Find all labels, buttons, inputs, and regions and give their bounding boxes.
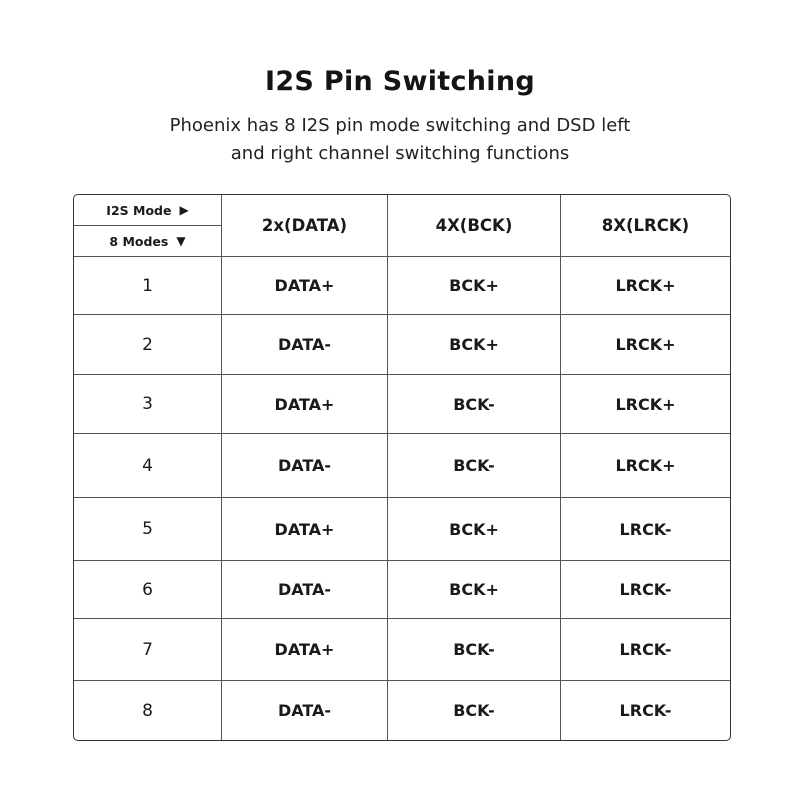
column-header-bck: 4X(BCK): [388, 195, 561, 257]
bck-cell: BCK+: [388, 561, 561, 619]
mode-number: 5: [74, 498, 222, 561]
mode-number: 1: [74, 257, 222, 315]
data-cell: DATA+: [222, 375, 388, 434]
page-subtitle: [0, 112, 800, 168]
lrck-cell: LRCK-: [561, 561, 730, 619]
data-cell: DATA+: [222, 619, 388, 681]
bck-cell: BCK-: [388, 375, 561, 434]
data-cell: DATA-: [222, 561, 388, 619]
data-cell: DATA-: [222, 681, 388, 740]
bck-cell: BCK-: [388, 681, 561, 740]
data-cell: DATA-: [222, 315, 388, 375]
data-cell: DATA+: [222, 257, 388, 315]
table-corner-header: [74, 195, 222, 257]
mode-number: 7: [74, 619, 222, 681]
modes-count-text: 8 Modes: [109, 233, 169, 249]
bck-cell: BCK+: [388, 315, 561, 375]
mode-number: 2: [74, 315, 222, 375]
subtitle-line: Phoenix has 8 I2S pin mode switching and DSD left: [169, 115, 631, 136]
bck-cell: BCK-: [388, 434, 561, 498]
lrck-cell: LRCK-: [619, 701, 672, 720]
mode-number: 4: [74, 434, 222, 498]
lrck-cell: LRCK-: [561, 619, 730, 681]
lrck-cell: LRCK+: [561, 434, 730, 498]
lrck-cell: LRCK-: [561, 498, 730, 561]
subtitle-line: and right channel switching functions: [230, 143, 570, 164]
modes-count-label: [74, 226, 221, 256]
i2s-mode-label: [74, 195, 221, 226]
bck-cell: BCK+: [388, 498, 561, 561]
page-title: I2S Pin Switching: [264, 66, 536, 97]
lrck-cell: LRCK+: [561, 315, 730, 375]
column-header-data: 2x(DATA): [222, 195, 388, 257]
mode-number: 8: [74, 681, 222, 740]
column-header-lrck: 8X(LRCK): [561, 195, 730, 257]
bck-cell: BCK-: [388, 619, 561, 681]
lrck-cell: LRCK+: [561, 375, 730, 434]
data-cell: DATA+: [222, 498, 388, 561]
i2s-pin-table: [73, 194, 731, 741]
lrck-cell: LRCK+: [561, 257, 730, 315]
mode-number: 3: [74, 375, 222, 434]
triangle-right-icon: ▶: [179, 203, 189, 217]
mode-number: 6: [74, 561, 222, 619]
bck-cell: BCK+: [388, 257, 561, 315]
data-cell: DATA-: [222, 434, 388, 498]
triangle-down-icon: ▼: [176, 234, 186, 248]
i2s-mode-text: I2S Mode: [106, 202, 172, 218]
